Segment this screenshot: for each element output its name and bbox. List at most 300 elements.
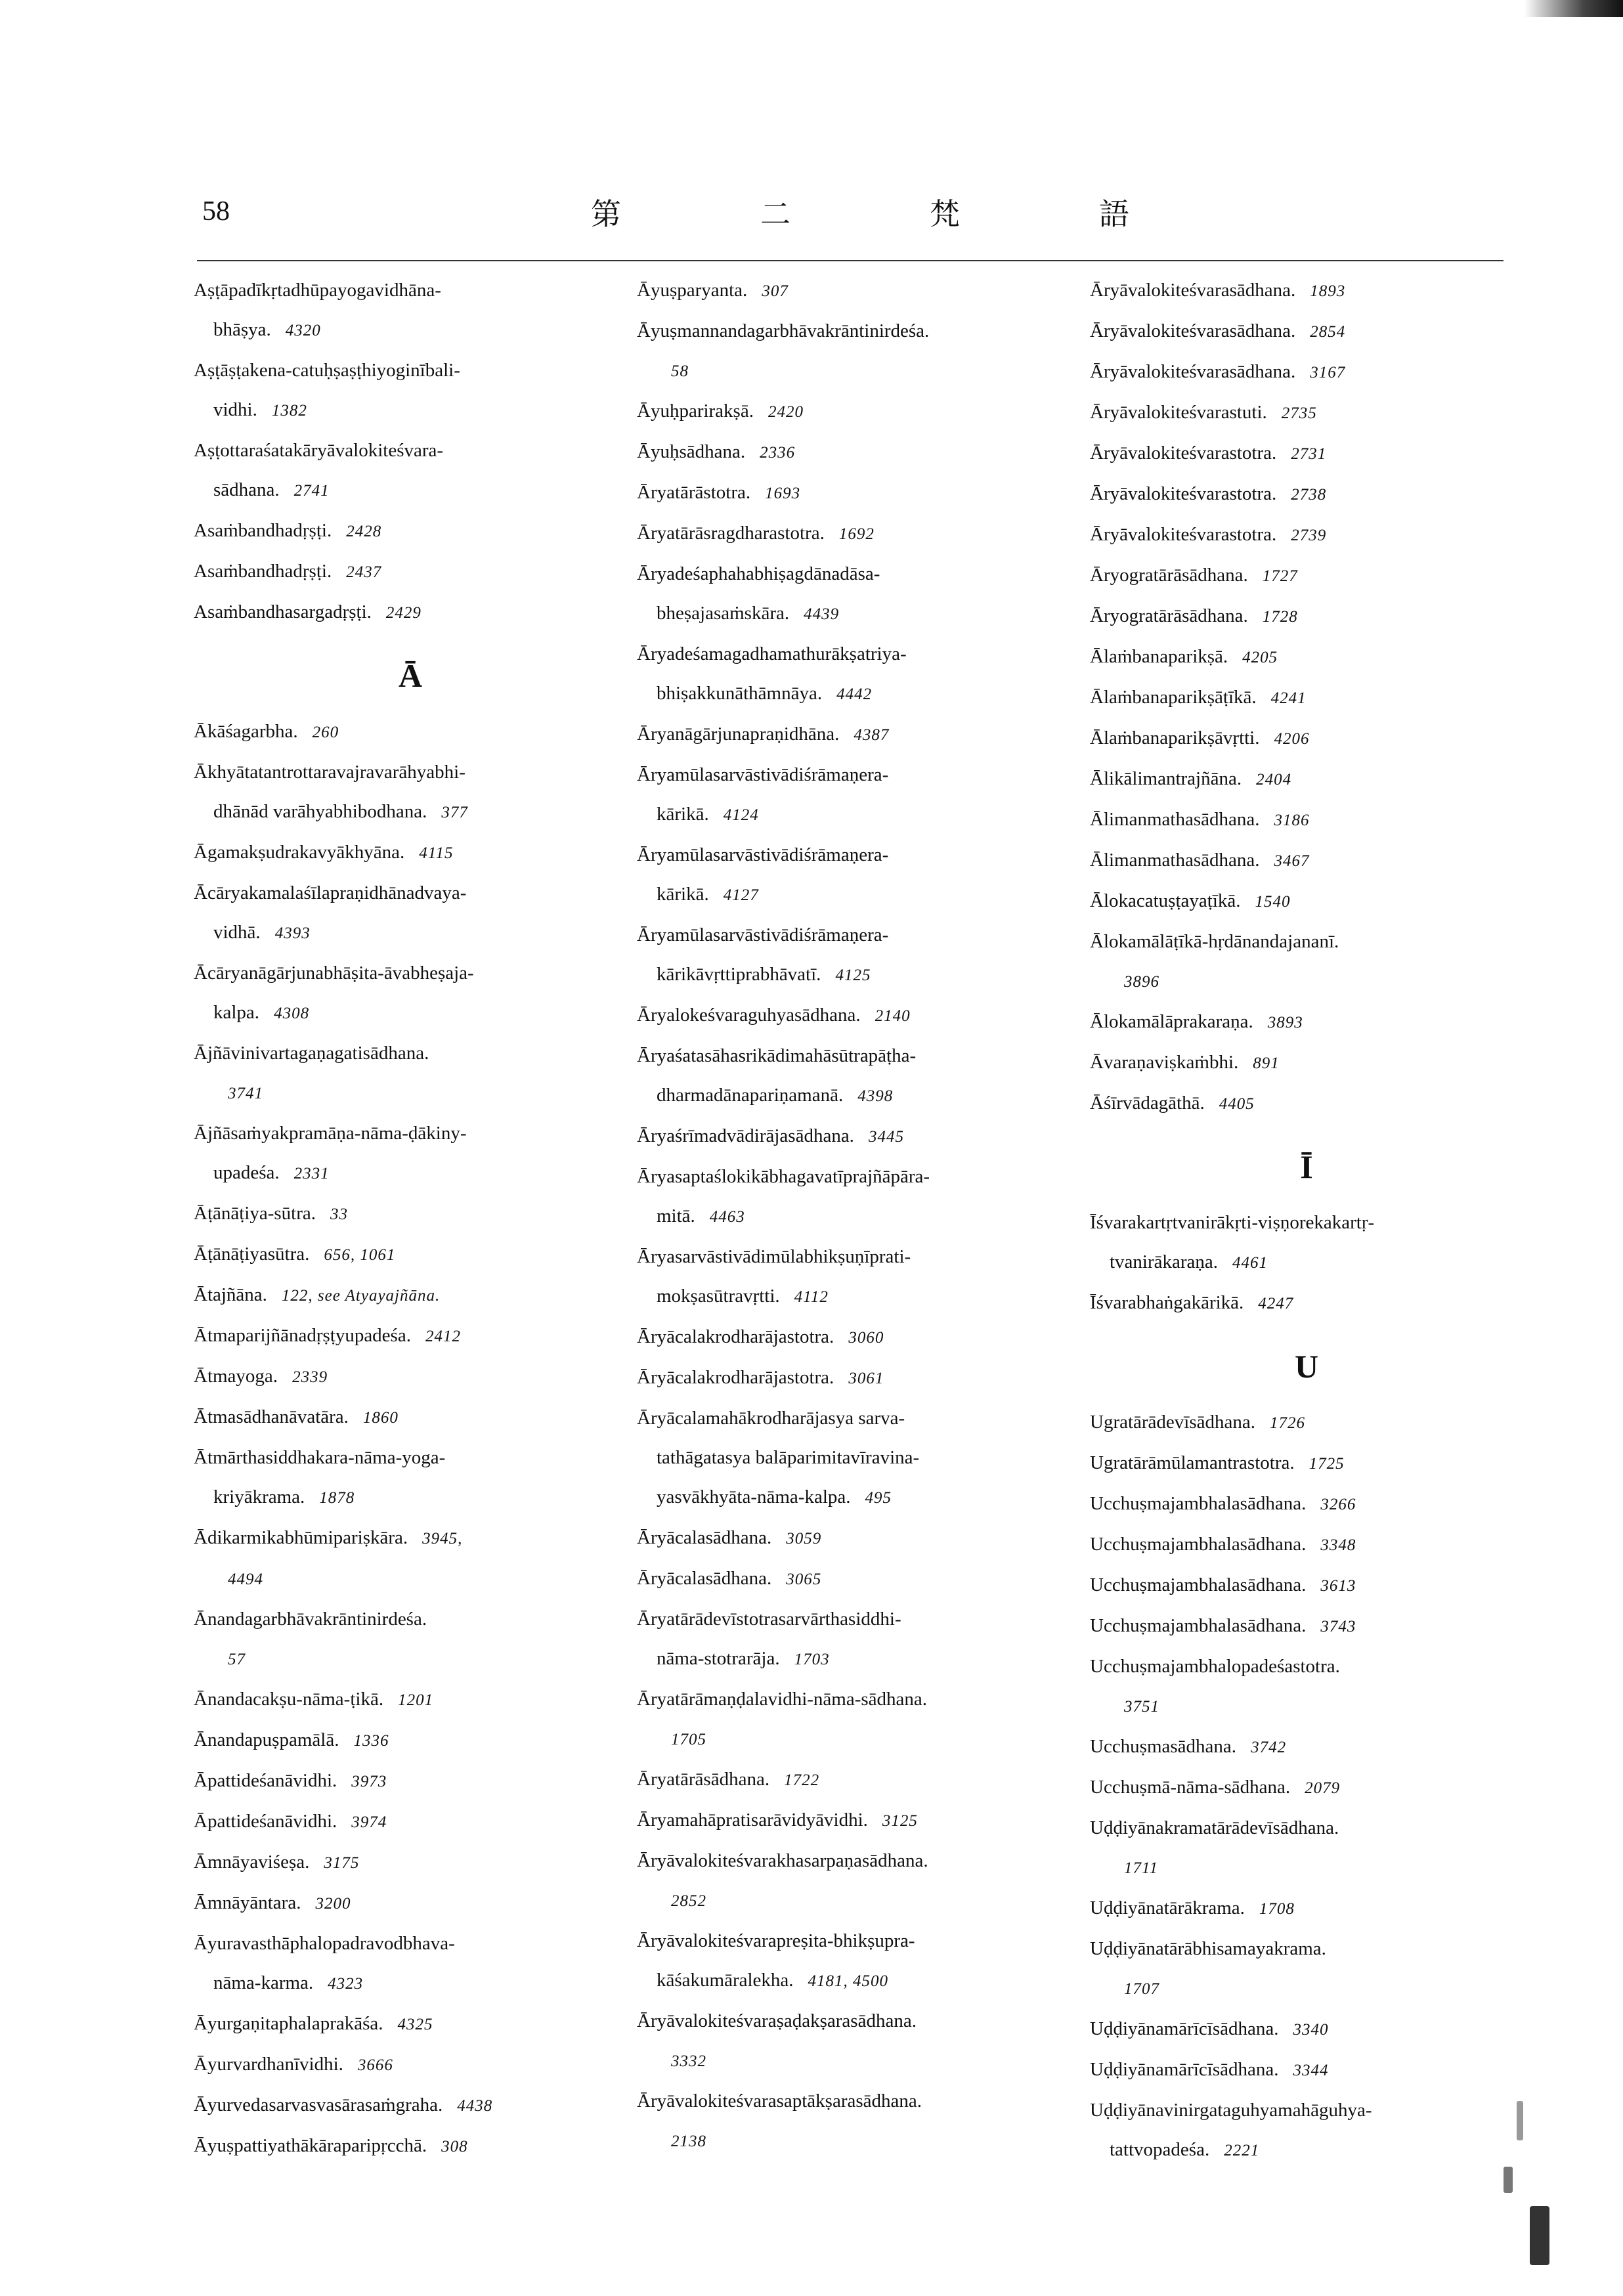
entry-title: Ucchuṣmajambhalasādhana.	[1090, 1534, 1307, 1555]
entry-number: 2140	[875, 1007, 911, 1025]
entry-number: 4323	[328, 1975, 364, 1993]
entry-continuation-text: bhāṣya.	[213, 319, 271, 340]
index-entry	[637, 473, 1070, 513]
entry-number: 3973	[351, 1773, 387, 1790]
entry-number: 260	[312, 724, 339, 741]
index-entry	[194, 833, 627, 873]
entry-title: Uḍḍiyānamārīcīsādhana.	[1090, 2018, 1279, 2039]
entry-title: Ālimanmathasādhana.	[1090, 809, 1260, 830]
index-entry	[1090, 637, 1523, 678]
entry-title: Āryatārāmaṇḍalavidhi-nāma-sādhana.	[637, 1689, 928, 1710]
index-entry	[1090, 393, 1523, 433]
index-entry	[194, 1356, 627, 1397]
entry-number: 1878	[319, 1489, 355, 1507]
entry-number: 2336	[760, 444, 796, 462]
entry-continuation	[194, 1639, 627, 1679]
entry-number: 4494	[228, 1570, 263, 1588]
entry-continuation	[194, 470, 627, 511]
index-entry	[637, 1679, 1070, 1760]
entry-continuation	[637, 1276, 1070, 1317]
index-entry	[194, 1397, 627, 1438]
index-entry	[194, 1924, 627, 2004]
entry-title: Ātmaparijñānadṛṣṭyupadeśa.	[194, 1325, 411, 1346]
index-column-3	[1090, 271, 1523, 2171]
entry-number: 1722	[784, 1771, 820, 1789]
entry-continuation	[637, 1639, 1070, 1679]
entry-number: 4387	[854, 726, 890, 744]
entry-title: Āyuravasthāphalopadravodbhava-	[194, 1933, 455, 1954]
entry-number: 4205	[1242, 649, 1278, 666]
entry-number: 3060	[848, 1329, 884, 1347]
index-entry	[194, 511, 627, 552]
entry-title: Āryāvalokiteśvarastotra.	[1090, 483, 1277, 504]
entry-continuation-text: vidhi.	[213, 399, 257, 420]
entry-title: Āryatārādevīstotrasarvārthasiddhi-	[637, 1609, 901, 1630]
entry-title: Āryogratārāsādhana.	[1090, 605, 1248, 626]
entry-number: 3445	[868, 1128, 904, 1146]
entry-number: 3742	[1251, 1739, 1287, 1756]
entry-number: 2079	[1305, 1779, 1341, 1797]
scan-edge-mark	[1525, 0, 1623, 17]
header-char: 第	[591, 198, 621, 231]
index-entry	[1090, 1888, 1523, 1929]
entry-title: Āryaśrīmadvādirājasādhana.	[637, 1125, 854, 1146]
entry-title: Āryatārāstotra.	[637, 482, 751, 503]
entry-number: 1705	[671, 1731, 706, 1748]
entry-continuation-text: nāma-karma.	[213, 1972, 314, 1993]
entry-continuation-text: dharmadānapariṇamanā.	[657, 1085, 844, 1106]
entry-title: Asaṁbandhasargadṛṣṭi.	[194, 601, 372, 622]
entry-title: Ālikālimantrajñāna.	[1090, 768, 1242, 789]
page-number: 58	[202, 196, 230, 227]
entry-number: 33	[330, 1205, 349, 1223]
entry-number: 4241	[1270, 689, 1307, 707]
entry-continuation-text: kāśakumāralekha.	[657, 1970, 794, 1991]
entry-title: Ācāryanāgārjunabhāṣita-āvabheṣaja-	[194, 963, 474, 984]
index-entry	[1090, 800, 1523, 840]
entry-title: Āyuṣmannandagarbhāvakrāntinirdeśa.	[637, 320, 930, 341]
entry-number: 4181, 4500	[808, 1972, 889, 1990]
entry-number: 2738	[1291, 486, 1327, 504]
index-entry	[637, 1599, 1070, 1679]
entry-continuation	[637, 674, 1070, 714]
entry-continuation	[194, 1559, 627, 1599]
index-entry	[1090, 271, 1523, 311]
entry-title: Āryāvalokiteśvaraṣaḍakṣarasādhana.	[637, 2010, 917, 2031]
entry-number: 3893	[1267, 1014, 1303, 1031]
index-entry	[1090, 881, 1523, 922]
entry-number: 891	[1253, 1054, 1280, 1072]
entry-title: Uḍḍiyānamārīcīsādhana.	[1090, 2059, 1279, 2080]
letter-heading: U	[1294, 1348, 1319, 1385]
index-entry	[1090, 2050, 1523, 2090]
entry-number: 57	[228, 1651, 246, 1668]
entry-title: Ākāśagarbha.	[194, 721, 298, 742]
entry-continuation	[637, 2121, 1070, 2161]
index-entry	[637, 1036, 1070, 1116]
index-entry	[637, 1800, 1070, 1841]
entry-number: 3613	[1320, 1577, 1356, 1595]
entry-number: 3751	[1124, 1698, 1159, 1716]
entry-number: 4124	[723, 806, 759, 824]
entry-title: Ugratārādevīsādhana.	[1090, 1412, 1256, 1433]
index-entry	[637, 432, 1070, 473]
index-entry	[194, 1802, 627, 1842]
entry-continuation	[1090, 2130, 1523, 2171]
entry-number: 3186	[1274, 812, 1310, 829]
index-entry	[194, 1842, 627, 1883]
entry-title: Āyurvardhanīvidhi.	[194, 2054, 343, 2075]
entry-number: 1693	[765, 485, 801, 502]
entry-continuation	[194, 1477, 627, 1518]
index-entry	[194, 752, 627, 833]
header-rule	[197, 260, 1504, 261]
entry-continuation	[637, 351, 1070, 391]
entry-continuation-text: mokṣasūtravṛtti.	[657, 1286, 780, 1307]
entry-number: 4308	[274, 1005, 310, 1022]
entry-title: Uḍḍiyānakramatārādevīsādhana.	[1090, 1817, 1339, 1838]
entry-title: Ālaṁbanaparikṣāvṛtti.	[1090, 727, 1260, 748]
letter-heading: Ī	[1300, 1148, 1313, 1185]
entry-number: 2852	[671, 1892, 706, 1910]
entry-number: 3059	[786, 1530, 822, 1548]
index-entry	[1090, 1203, 1523, 1283]
entry-title: Āryaśatasāhasrikādimahāsūtrapāṭha-	[637, 1045, 917, 1066]
entry-title: Āryāvalokiteśvarasādhana.	[1090, 320, 1296, 341]
index-entry	[1090, 1283, 1523, 1324]
index-entry	[637, 1237, 1070, 1317]
index-entry	[194, 592, 627, 633]
entry-continuation-text: bhiṣakkunāthāmnāya.	[657, 683, 823, 704]
index-entry	[1090, 922, 1523, 1002]
entry-number: 1725	[1309, 1455, 1345, 1473]
entry-number: 2428	[346, 523, 382, 540]
index-entry	[1090, 1484, 1523, 1525]
entry-title: Āryācalasādhana.	[637, 1527, 772, 1548]
entry-number: 4247	[1258, 1295, 1294, 1312]
entry-number: 2221	[1224, 2142, 1260, 2159]
index-entry	[1090, 1043, 1523, 1083]
index-entry	[194, 552, 627, 592]
entry-continuation-text: dhānād varāhyabhibodhana.	[213, 801, 427, 822]
entry-number: 2437	[346, 563, 382, 581]
entry-title: Āgamakṣudrakavyākhyāna.	[194, 842, 405, 863]
index-entry	[194, 712, 627, 752]
entry-number: 1201	[398, 1691, 434, 1709]
entry-title: Ālaṁbanaparikṣāṭīkā.	[1090, 687, 1257, 708]
index-entry	[1090, 1808, 1523, 1888]
entry-continuation	[194, 993, 627, 1033]
entry-title: Āryāvalokiteśvarapreṣita-bhikṣupra-	[637, 1930, 915, 1951]
entry-title: Īśvarakartṛtvanirākṛti-viṣṇorekakartṛ-	[1090, 1212, 1375, 1233]
entry-number: 1707	[1124, 1980, 1159, 1998]
entry-number: 2404	[1256, 771, 1292, 789]
entry-title: Āryamahāpratisarāvidyāvidhi.	[637, 1809, 868, 1830]
header-char: 語	[1099, 198, 1129, 231]
entry-title: Āryāvalokiteśvarasādhana.	[1090, 361, 1296, 382]
index-column-2	[637, 271, 1070, 2161]
index-entry	[637, 1358, 1070, 1398]
entry-title: Ātajñāna.	[194, 1284, 267, 1305]
entry-number: 1893	[1310, 282, 1346, 300]
entry-number: 1860	[362, 1409, 399, 1427]
entry-number: 1703	[794, 1651, 830, 1668]
index-entry	[637, 554, 1070, 634]
entry-title: Āyuṣpattiyathākāraparipṛcchā.	[194, 2135, 427, 2156]
index-entry	[637, 271, 1070, 311]
index-entry	[1090, 1443, 1523, 1484]
entry-continuation-text: sādhana.	[213, 479, 280, 500]
scan-speck	[1504, 2167, 1513, 2193]
index-entry	[1090, 1083, 1523, 1124]
entry-number: 3743	[1320, 1618, 1356, 1635]
entry-continuation-text: bheṣajasaṁskāra.	[657, 603, 790, 624]
index-entry	[1090, 2090, 1523, 2171]
entry-continuation	[1090, 1968, 1523, 2009]
entry-continuation	[1090, 1848, 1523, 1888]
entry-title: Ānandapuṣpamālā.	[194, 1729, 339, 1750]
entry-number: 3741	[228, 1085, 263, 1102]
index-entry	[1090, 840, 1523, 881]
entry-number: 4125	[835, 966, 871, 984]
entry-title: Āryadeśamagadhamathurākṣatriya-	[637, 643, 907, 664]
entry-number: 2731	[1291, 445, 1327, 463]
entry-continuation	[637, 2041, 1070, 2081]
entry-title: Āryadeśaphahabhiṣagdānadāsa-	[637, 563, 880, 584]
entry-number: 2412	[425, 1328, 461, 1345]
entry-continuation	[194, 310, 627, 351]
index-entry	[1090, 555, 1523, 596]
entry-title: Ugratārāmūlamantrastotra.	[1090, 1452, 1295, 1473]
entry-number: 3200	[315, 1895, 351, 1913]
entry-continuation-text: kārikāvṛttiprabhāvatī.	[657, 964, 821, 985]
index-entry	[1090, 433, 1523, 474]
index-entry	[1090, 1525, 1523, 1565]
entry-title: Ādikarmikabhūmipariṣkāra.	[194, 1527, 408, 1548]
entry-number: 4115	[419, 844, 454, 862]
entry-number: 1727	[1262, 567, 1298, 585]
entry-number: 1540	[1255, 893, 1291, 911]
index-entry	[637, 2001, 1070, 2081]
entry-continuation-text: nāma-stotrarāja.	[657, 1648, 780, 1669]
index-entry	[637, 1157, 1070, 1237]
index-entry	[637, 1398, 1070, 1518]
entry-continuation	[637, 1477, 1070, 1518]
entry-number: 3332	[671, 2052, 706, 2070]
entry-title: Uḍḍiyānatārābhisamayakrama.	[1090, 1938, 1326, 1959]
index-entry	[1090, 1647, 1523, 1727]
index-entry	[1090, 1402, 1523, 1443]
index-entry	[637, 1559, 1070, 1599]
scan-speck	[1530, 2206, 1549, 2265]
index-entry	[1090, 718, 1523, 759]
entry-title: Uḍḍiyānatārākrama.	[1090, 1897, 1245, 1918]
index-entry	[194, 953, 627, 1033]
index-entry	[194, 1518, 627, 1599]
entry-title: Aṣṭāṣṭakena-catuḥṣaṣṭhiyoginībali-	[194, 360, 460, 381]
index-entry	[1090, 1929, 1523, 2009]
entry-number: 495	[865, 1489, 892, 1507]
entry-number: 308	[441, 2138, 468, 2155]
entry-number: 307	[762, 282, 789, 300]
index-entry	[194, 1438, 627, 1518]
entry-title: Asaṁbandhadṛṣṭi.	[194, 520, 332, 541]
entry-title: Āryasarvāstivādimūlabhikṣuṇīprati-	[637, 1246, 911, 1267]
entry-number: 4206	[1274, 730, 1310, 748]
entry-continuation	[637, 1719, 1070, 1760]
index-entry	[194, 351, 627, 431]
entry-continuation	[194, 1073, 627, 1114]
entry-continuation	[194, 913, 627, 953]
entry-title: Āṭānāṭiya-sūtra.	[194, 1203, 316, 1224]
entry-title: Āryāvalokiteśvarastotra.	[1090, 443, 1277, 464]
index-entry	[194, 271, 627, 351]
entry-continuation-text: vidhā.	[213, 922, 261, 943]
entry-number: 4127	[723, 886, 759, 904]
entry-number: 2429	[385, 604, 422, 622]
entry-continuation	[637, 594, 1070, 634]
entry-continuation	[194, 390, 627, 431]
entry-continuation	[194, 792, 627, 833]
index-entry	[194, 1720, 627, 1761]
index-column-1	[194, 271, 627, 2167]
entry-number: 4438	[457, 2097, 493, 2115]
index-entry	[194, 1599, 627, 1679]
entry-title: Āpattideśanāvidhi.	[194, 1811, 337, 1832]
header-char: 梵	[930, 198, 960, 231]
index-entry	[1090, 515, 1523, 555]
entry-number: 4442	[836, 685, 873, 703]
entry-number: 3061	[848, 1370, 884, 1387]
entry-number: 2741	[293, 482, 330, 500]
entry-title: Āryācalakrodharājastotra.	[637, 1367, 834, 1388]
index-entry	[194, 2126, 627, 2167]
letter-heading: Ā	[398, 657, 423, 694]
entry-title: Āryācalasādhana.	[637, 1568, 772, 1589]
index-entry	[637, 513, 1070, 554]
index-entry	[637, 1317, 1070, 1358]
entry-number: 4325	[397, 2016, 433, 2033]
entry-continuation-text: kriyākrama.	[213, 1486, 305, 1507]
entry-title: Ākhyātatantrottaravajravarāhyabhi-	[194, 762, 465, 783]
index-entry	[637, 1841, 1070, 1921]
entry-title: Ucchuṣmajambhalopadeśastotra.	[1090, 1656, 1340, 1677]
entry-continuation-text: kalpa.	[213, 1002, 260, 1023]
entry-number: 4398	[857, 1087, 894, 1105]
entry-title: Ucchuṣmajambhalasādhana.	[1090, 1493, 1307, 1514]
index-entry	[637, 714, 1070, 755]
entry-number: 377	[441, 804, 468, 821]
entry-continuation	[637, 1960, 1070, 2001]
entry-title: Āyuḥparirakṣā.	[637, 401, 754, 422]
entry-title: Ājñāsaṁyakpramāṇa-nāma-ḍākiny-	[194, 1123, 467, 1144]
entry-title: Āvaraṇaviṣkaṁbhi.	[1090, 1052, 1239, 1073]
entry-continuation	[194, 1963, 627, 2004]
index-entry	[1090, 1767, 1523, 1808]
index-entry	[194, 2004, 627, 2045]
entry-title: Aṣṭottaraśatakāryāvalokiteśvara-	[194, 440, 444, 461]
entry-title: Ātmayoga.	[194, 1366, 278, 1387]
entry-title: Uḍḍiyānavinirgataguhyamahāguhya-	[1090, 2100, 1372, 2121]
entry-continuation-text: tathāgatasya balāparimitavīravina-	[657, 1447, 920, 1468]
entry-continuation-text: upadeśa.	[213, 1162, 280, 1183]
index-entry	[1090, 2009, 1523, 2050]
index-entry	[194, 1194, 627, 1234]
index-entry	[1090, 596, 1523, 637]
index-entry	[637, 391, 1070, 432]
entry-title: Āryāvalokiteśvarastuti.	[1090, 402, 1267, 423]
entry-continuation	[637, 1196, 1070, 1237]
index-entry	[194, 1761, 627, 1802]
entry-title: Āmnāyāntara.	[194, 1892, 301, 1913]
entry-title: Ājñāvinivartagaṇagatisādhana.	[194, 1043, 429, 1064]
index-entry	[1090, 311, 1523, 352]
entry-title: Ucchuṣmasādhana.	[1090, 1736, 1237, 1757]
entry-number: 1692	[838, 525, 875, 543]
entry-number: 2739	[1291, 527, 1327, 544]
entry-continuation-text: kārikā.	[657, 804, 709, 825]
entry-title: Ācāryakamalaśīlapraṇidhānadvaya-	[194, 882, 467, 903]
entry-number: 1728	[1262, 608, 1298, 626]
entry-continuation	[637, 1880, 1070, 1921]
index-entry	[1090, 759, 1523, 800]
entry-title: Āryāvalokiteśvarastotra.	[1090, 524, 1277, 545]
entry-number: 2735	[1281, 404, 1317, 422]
header-char: 二	[760, 198, 790, 231]
entry-title: Āryalokeśvaraguhyasādhana.	[637, 1005, 861, 1026]
index-entry	[194, 1679, 627, 1720]
entry-title: Ānandagarbhāvakrāntinirdeśa.	[194, 1609, 427, 1630]
entry-title: Ālaṁbanaparikṣā.	[1090, 646, 1228, 667]
entry-number: 3125	[882, 1812, 918, 1830]
index-entry	[1090, 1727, 1523, 1767]
entry-title: Ālokamālāprakaraṇa.	[1090, 1011, 1253, 1032]
entry-title: Īśvarabhaṅgakārikā.	[1090, 1292, 1244, 1313]
entry-number: 4112	[794, 1288, 829, 1306]
entry-continuation	[637, 955, 1070, 995]
index-entry	[194, 1316, 627, 1356]
entry-title: Āryogratārāsādhana.	[1090, 565, 1248, 586]
entry-title: Āryanāgārjunapraṇidhāna.	[637, 724, 840, 745]
entry-number: 3175	[324, 1854, 360, 1872]
entry-number: 1336	[353, 1732, 389, 1750]
entry-title: Āryasaptaślokikābhagavatīprajñāpāra-	[637, 1166, 930, 1187]
index-entry	[194, 873, 627, 953]
index-entry	[1090, 1565, 1523, 1606]
entry-title: Āyurgaṇitaphalaprakāśa.	[194, 2013, 383, 2034]
entry-title: Āryatārāsādhana.	[637, 1769, 770, 1790]
index-entry	[194, 2085, 627, 2126]
entry-continuation-text: mitā.	[657, 1205, 695, 1226]
entry-title: Ātmārthasiddhakara-nāma-yoga-	[194, 1447, 446, 1468]
entry-title: Ālimanmathasādhana.	[1090, 850, 1260, 871]
entry-continuation	[1090, 961, 1523, 1002]
entry-number: 3065	[786, 1570, 822, 1588]
index-entry	[194, 1234, 627, 1275]
entry-number: 3167	[1310, 364, 1346, 381]
index-entry	[637, 2081, 1070, 2161]
entry-number: 3945,	[422, 1530, 463, 1548]
entry-number: 4439	[804, 605, 840, 623]
entry-number: 3344	[1293, 2062, 1329, 2079]
entry-continuation	[637, 794, 1070, 835]
index-entry	[637, 995, 1070, 1036]
entry-number: 1711	[1124, 1859, 1159, 1877]
entry-number: 4393	[274, 924, 311, 942]
entry-number: 3467	[1274, 852, 1310, 870]
entry-number: 3348	[1320, 1536, 1356, 1554]
index-entry	[194, 1275, 627, 1316]
